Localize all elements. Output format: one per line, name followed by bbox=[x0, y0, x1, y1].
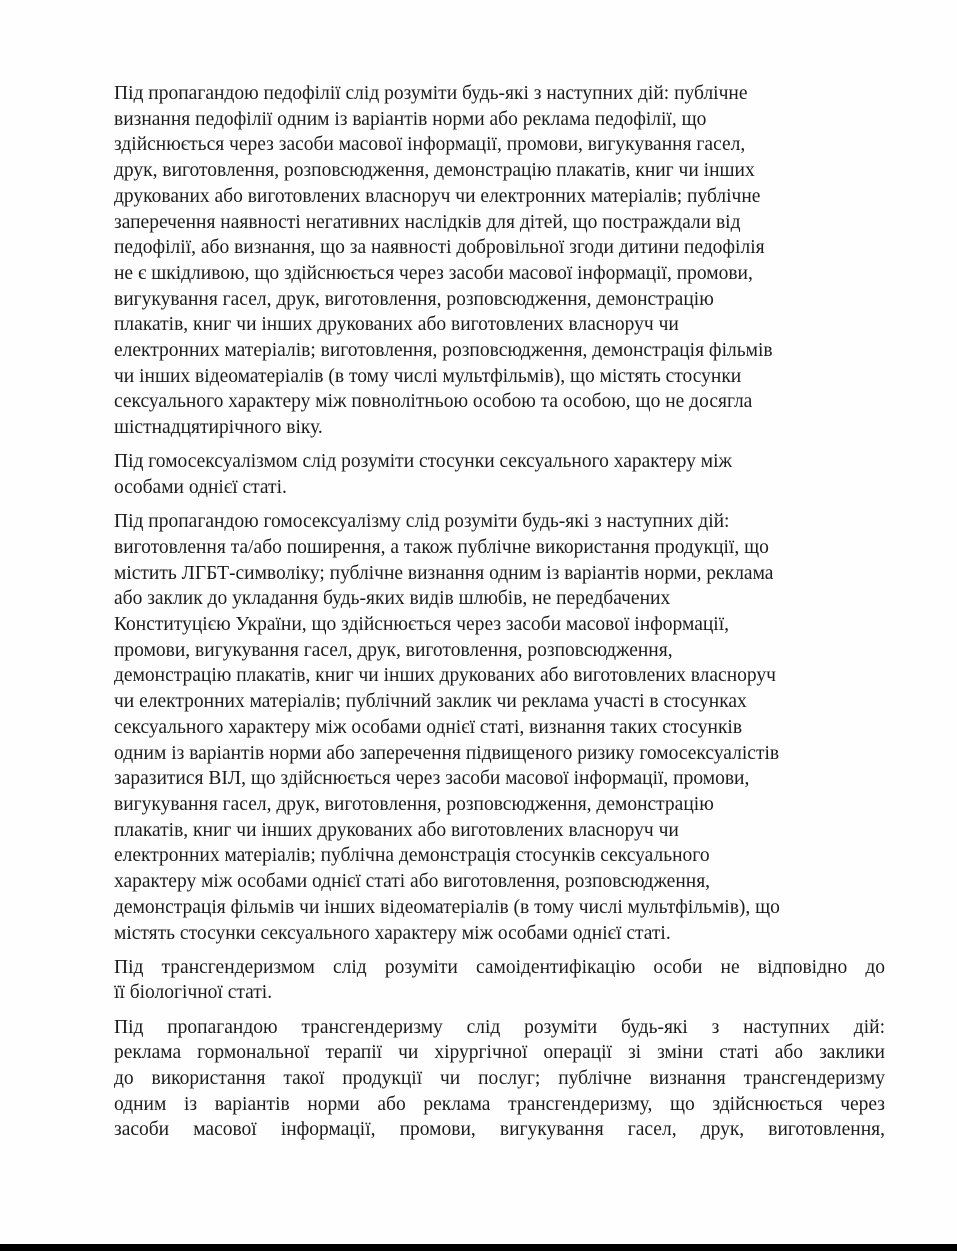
text-line: чи інших відеоматеріалів (в тому числі мультфільмів), що містять стосунки bbox=[114, 365, 742, 387]
text-line: Конституцією України, що здійснюється через засоби масової інформації, bbox=[114, 614, 729, 636]
text-line: або заклик до укладання будь-яких видів шлюбів, не передбачених bbox=[114, 588, 671, 610]
text-line: її біологічної статі. bbox=[114, 982, 273, 1004]
text-line: вигукування гасел, друк, виготовлення, розповсюдження, демонстрацію bbox=[114, 288, 714, 310]
text-line: заперечення наявності негативних наслідків для дітей, що постраждали від bbox=[114, 211, 741, 233]
text-line: педофілії, або визнання, що за наявності добровільної згоди дитини педофілія bbox=[114, 237, 765, 259]
paragraph bbox=[114, 1015, 885, 1144]
text-line: визнання педофілії одним із варіантів норми або реклама педофілії, що bbox=[114, 108, 707, 130]
text-line: не є шкідливою, що здійснюється через засоби масової інформації, промови, bbox=[114, 262, 753, 284]
text-line: друкованих або виготовлених власноруч чи електронних матеріалів; публічне bbox=[114, 185, 761, 207]
text-line: Під трансгендеризмом слід розуміти самоідентифікацію особи не відповідно до bbox=[114, 956, 885, 978]
text-line: одним із варіантів норми або заперечення підвищеного ризику гомосексуалістів bbox=[114, 742, 780, 764]
text-line: плакатів, книг чи інших друкованих або виготовлених власноруч чи bbox=[114, 819, 679, 841]
text-line: містить ЛГБТ-символіку; публічне визнання одним із варіантів норми, реклама bbox=[114, 562, 774, 584]
text-line: демонстрація фільмів чи інших відеоматеріалів (в тому числі мультфільмів), що bbox=[114, 896, 780, 918]
text-line: до використання такої продукції чи послуг; публічне визнання трансгендеризму bbox=[114, 1068, 885, 1090]
text-line: шістнадцятирічного віку. bbox=[114, 417, 323, 439]
text-line: реклама гормональної терапії чи хірургічної операції зі зміни статі або заклики bbox=[114, 1042, 885, 1064]
text-line: сексуального характеру між повнолітньою особою та особою, що не досягла bbox=[114, 391, 753, 413]
text-line: особами однієї статі. bbox=[114, 477, 287, 499]
text-line: Під пропагандою педофілії слід розуміти будь-які з наступних дій: публічне bbox=[114, 83, 748, 104]
text-line: електронних матеріалів; виготовлення, розповсюдження, демонстрація фільмів bbox=[114, 340, 773, 362]
paragraph bbox=[114, 81, 885, 441]
text-line: сексуального характеру між особами однієї статі, визнання таких стосунків bbox=[114, 716, 743, 738]
paragraph bbox=[114, 955, 885, 1006]
paragraph bbox=[114, 449, 885, 500]
text-line: одним із варіантів норми або реклама трансгендеризму, що здійснюється через bbox=[114, 1093, 885, 1115]
text-line: демонстрацію плакатів, книг чи інших друкованих або виготовлених власноруч bbox=[114, 665, 776, 687]
text-line: заразитися ВІЛ, що здійснюється через засоби масової інформації, промови, bbox=[114, 768, 750, 790]
text-line: промови, вигукування гасел, друк, виготовлення, розповсюдження, bbox=[114, 639, 673, 661]
text-line: Під гомосексуалізмом слід розуміти стосунки сексуального характеру між bbox=[114, 451, 733, 473]
text-line: чи електронних матеріалів; публічний заклик чи реклама участі в стосунках bbox=[114, 691, 747, 713]
text-line: вигукування гасел, друк, виготовлення, розповсюдження, демонстрацію bbox=[114, 793, 714, 815]
text-line: містять стосунки сексуального характеру між особами однієї статі. bbox=[114, 922, 671, 944]
text-line: засоби масової інформації, промови, вигукування гасел, друк, виготовлення, bbox=[114, 1119, 885, 1141]
text-line: характеру між особами однієї статі або виготовлення, розповсюдження, bbox=[114, 871, 711, 893]
text-line: плакатів, книг чи інших друкованих або виготовлених власноруч чи bbox=[114, 314, 679, 336]
scan-edge-bar bbox=[0, 1244, 957, 1251]
text-line: Під пропагандою гомосексуалізму слід розуміти будь-які з наступних дій: bbox=[114, 511, 730, 533]
paragraph bbox=[114, 509, 885, 946]
text-line: виготовлення та/або поширення, а також публічне використання продукції, що bbox=[114, 536, 769, 558]
text-content bbox=[114, 81, 885, 1152]
text-line: здійснюється через засоби масової інформації, промови, вигукування гасел, bbox=[114, 134, 746, 156]
text-line: електронних матеріалів; публічна демонстрація стосунків сексуального bbox=[114, 845, 710, 867]
text-line: друк, виготовлення, розповсюдження, демонстрацію плакатів, книг чи інших bbox=[114, 160, 755, 182]
text-line: Під пропагандою трансгендеризму слід розуміти будь-які з наступних дій: bbox=[114, 1016, 885, 1038]
